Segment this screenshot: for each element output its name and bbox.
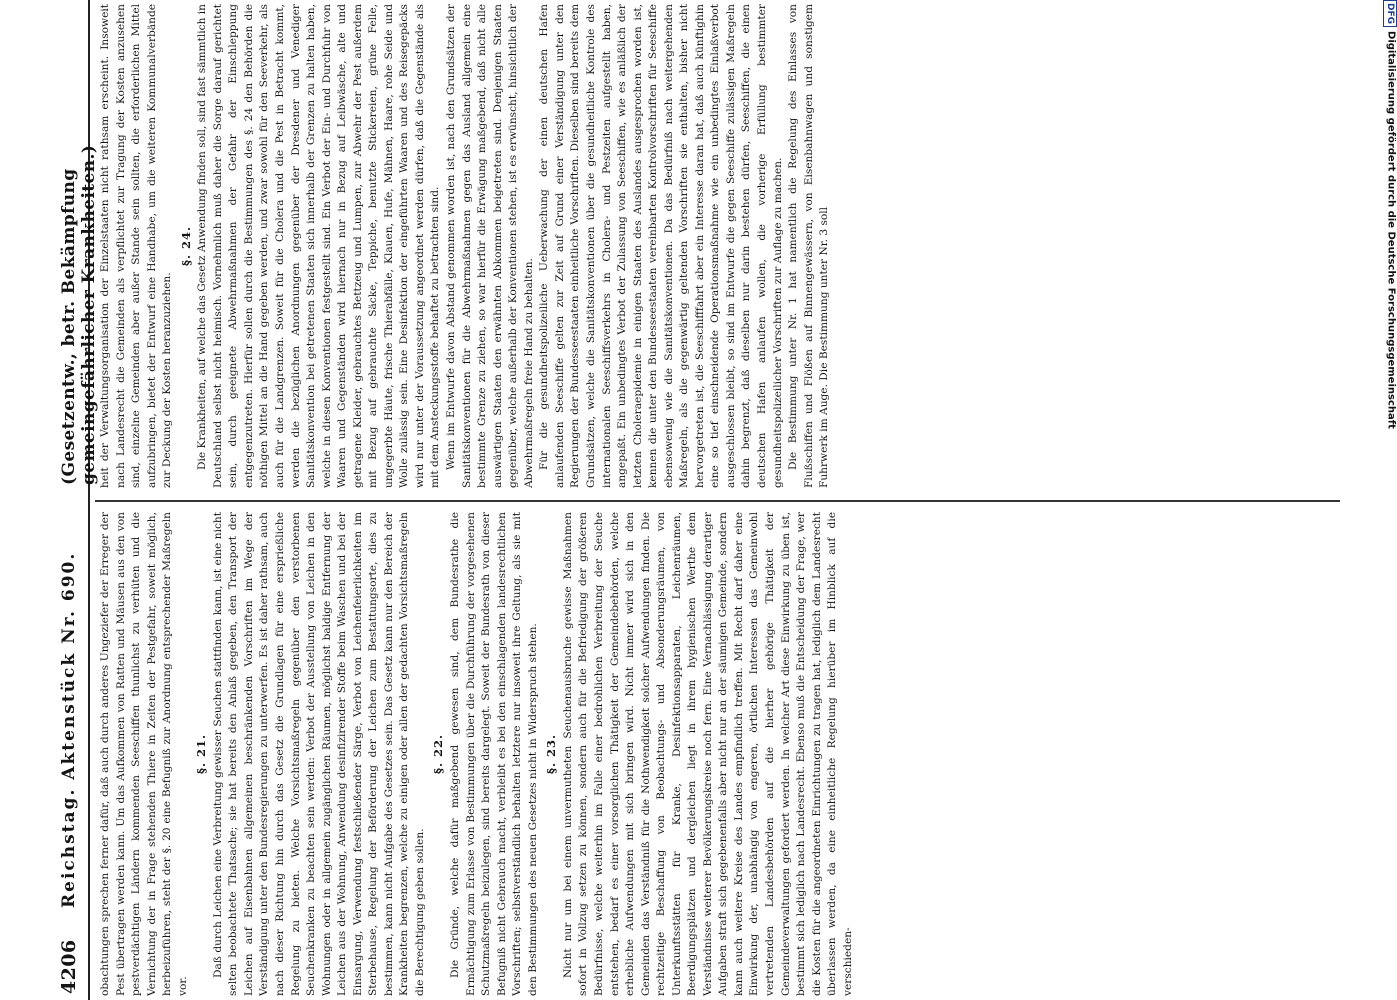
section-heading: §. 21. [194,733,209,775]
funding-note [1377,0,1397,1000]
paragraph: obachtungen sprechen ferner dafür, daß auch durch anderes Ungeziefer der Erreger der Pest übertragen werden kann. Um das Aufkommen von Ratten und Mäusen aus den von pestverdächtigen Ländern kommenden Seeschiffen thunlichst zu verhüten und die Vernichtung der in Frage stehenden Thiere in Zeiten der Pestgefahr, soweit möglich, herbeizuführen, steht der §. 20 eine Befugniß zur Anordnung entsprechender Maßregeln vor. [99,512,189,996]
dfg-logo: DFG [1383,0,1397,27]
paragraph: Die Krankheiten, auf welche das Gesetz Anwendung finden soll, sind fast sämmtlich in Deutschland selbst nicht heimisch. Vornehmlich muß daher die Sorge darauf gerichtet sein, durch geeignete Abwehrmaßnahmen der Gefahr der Einschleppung entgegenzutreten. Hierfür sollen durch die Bestimmungen des §. 24 den Behörden die nöthigen Mittel an die Hand gegeben werden, und zwar sowohl für den Seeverkehr, als auch für die Landgrenzen. Soweit für die Cholera und die Pest in Betracht kommt, werden die bezüglichen Anordnungen gegenüber der Dresdener und Venediger Sanitätskonvention bei getretenen Staaten sich innerhalb der Grenzen zu halten haben, welche in diesen Konventionen festgestellt sind. Ein Verbot der Ein- und Durchfuhr von Waaren und Gegenständen wird hiernach nur in Bezug auf Leibwäsche, alte und getragene Kleider, gebrauchtes Bettzeug und Lumpen, zur Abwehr der Pest außerdem mit Bezug auf gebrauchte Säcke, Teppiche, benutzte Stickereien, grüne Felle, ungegerbte Häute, frische Thierabfälle, Klauen, Hufe, Mähnen, Haare, rohe Seide und Wolle zulässig sein. Eine Desinfektion der eingeführten Waaren und des Reisegepäcks wird nur unter der Voraussetzung angeordnet werden dürfen, daß die Gegenstände als mit dem Ansteckungsstoffe behaftet zu betrachten sind. [196,4,442,488]
header-document-title: Reichstag. Aktenstück Nr. 690. [59,551,79,908]
paragraph: heit der Verwaltungsorganisation der Einzelstaaten nicht rathsam erscheint. Insoweit nach Landesrecht die Gemeinden als verpflichtet zur Tragung der Kosten anzusehen sind, einzelne Gemeinden aber außer Stande sein sollten, die erforderlichen Mittel aufzubringen, bietet der Entwurf eine Handhabe, um die weiteren Kommunalverbände zur Deckung der Kosten heranzuziehen. [99,4,174,488]
paragraph: Die Gründe, welche dafür maßgebend gewesen sind, dem Bundesrathe die Ermächtigung zum Erlasse von Bestimmungen über die Durchführung der vorgesehenen Schutzmaßregeln beizulegen, sind bereits dargelegt. Soweit der Bundesrath von dieser Befugniß nicht Gebrauch macht, verbleibt es bei den einschlagenden landesrechtlichen Vorschriften; selbstverständlich behalten letztere nur insoweit ihre Geltung, als sie mit den Bestimmungen des neuen Gesetzes nicht in Widerspruch stehen. [449,512,539,996]
page-header [58,0,99,1000]
paragraph: Nicht nur um bei einem unvermutheten Seuchenausbruche gewisse Maßnahmen sofort in Vollzug setzen zu können, sondern auch für die Befriedigung der größeren Bedürfnisse, welche weiterhin im Falle einer bedrohlichen Verbreitung der Seuche entstehen, bedarf es einer vorsorglichen Thätigkeit der Gemeindebehörden, welche erhebliche Aufwendungen mit sich bringen wird. Nicht immer wird sich in den Gemeinden das Verständniß für die Nothwendigkeit solcher Aufwendungen finden. Die rechtzeitige Beschaffung von Beobachtungs- und Absonderungsräumen, von Unterkunftsstätten für Kranke, Desinfektionsapparaten, Leichenräumen, Beerdigungsplätzen und dergleichen liegt in ihrem hygienischen Werthe dem Verständnisse weiterer Bevölkerungskreise noch fern. Eine Vernachlässigung derartiger Aufgaben straft sich gegebenenfalls aber nicht nur an der säumigen Gemeinde, sondern kann auch weitere Kreise des Landes empfindlich treffen. Mit Recht darf daher eine Einwirkung der, unabhängig von engeren, örtlichen Interessen das Gemeinwohl vertretenden Landesbehörden auf die hierher gehörige Thätigkeit der Gemeindeverwaltungen gefordert werden. In welcher Art diese Einwirkung zu üben ist, bestimmt sich lediglich nach Landesrecht. Ebenso muß die Entscheidung der Frage, wer die Kosten für die angeordneten Einrichtungen zu tragen hat, lediglich dem Landesrecht überlassen werden, da eine einheitliche Regelung hierüber im Hinblick auf die verschieden- [561,512,854,996]
header-bill-title: (Gesetzentw., betr. Bekämpfung gemeingefährlicher Krankheiten.) [59,144,99,485]
section-heading: §. 23. [544,733,559,775]
funding-note-text: Digitalisierung gefördert durch die Deutsche Forschungsgemeinschaft [1385,31,1397,429]
section-heading: §. 22. [431,733,446,775]
page-number: 4206 [58,939,80,994]
left-text-column [98,512,1333,996]
paragraph: Für die gesundheitspolizeiliche Ueberwachung der einen deutschen Hafen anlaufenden Seeschiffe gelten zur Zeit auf Grund einer Verständigung unter den Regierungen der Bundesseestaaten einheitliche Vorschriften. Dieselben sind bereits dem Grundsätzen, welche die Sanitätskonventionen über die gesundheitliche Kontrole des internationalen Seeschiffsverkehrs in Cholera- und Pestzeiten aufgestellt haben, angepaßt. Ein unbedingtes Verbot der Zulassung von Seeschiffen, wie es anläßlich der letzten Choleraepidemie in einigen Staaten des Auslandes ausgesprochen worden ist, kennen die unter den Bundesseestaaten vereinbarten Kontrolvorschriften für Seeschiffe ebensowenig wie die Sanitätskonventionen. Da das Bedürfniß nach weitergehenden Maßregeln, als die gegenwärtig geltenden Vorschriften sie enthalten, bisher nicht hervorgetreten ist, die Seeschifffahrt aber ein Interesse daran hat, daß auch künftighin eine so tief einschneidende Operationsmaßnahme wie ein unbedingtes Einlaßverbot ausgeschlossen bleibt, so sind im Entwurfe die gegen Seeschiffe zulässigen Maßregeln dahin begrenzt, daß dieselben nur darin bestehen dürfen, Seeschiffen, die einen deutschen Hafen anlaufen wollen, die vorherige Erfüllung bestimmter gesundheitspolizeilicher Vorschriften zur Auflage zu machen. [538,4,784,488]
paragraph: Daß durch Leichen eine Verbreitung gewisser Seuchen stattfinden kann, ist eine nicht selten beobachtete Thatsache; sie hat bereits den Anlaß gegeben, den Transport der Leichen auf Eisenbahnen allgemeinen beschränkenden Vorschriften im Wege der Verständigung unter den Bundesregierungen zu unterwerfen. Es ist daher rathsam, auch nach dieser Richtung hin durch das Gesetz die Grundlagen für eine ersprießliche Regelung zu bieten. Welche Vorsichtsmaßregeln gegenüber den verstorbenen Seuchenkranken zu beachten sein werden: Verbot der Ausstellung von Leichen in den Wohnungen oder in allgemein zugänglichen Räumen, möglichst baldige Entfernung der Leichen aus der Wohnung, Anwendung desinfizirender Stoffe beim Waschen und bei der Einsargung, Verwendung festschließender Särge, Verbot von Leichenfeierlichkeiten im Sterbehause, Regelung der Beförderung der Leichen zum Bestattungsorte, dies zu bestimmen, kann nicht Aufgabe des Gesetzes sein. Das Gesetz kann nur den Bereich der Krankheiten begrenzen, welche zu einigen oder allen der gedachten Vorsichtsmaßregeln die Berechtigung geben sollen. [211,512,426,996]
paragraph: Wenn im Entwurfe davon Abstand genommen worden ist, nach den Grundsätzen der Sanitätskonventionen für die Abwehrmaßnahmen gegen das Ausland allgemein eine bestimmte Grenze zu ziehen, so war hierfür die Erwägung maßgebend, daß nicht alle auswärtigen Staaten den erwähnten Abkommen beigetreten sind. Denjenigen Staaten gegenüber, welche außerhalb der Konventionen stehen, ist es erwünscht, hinsichtlich der Abwehrmaßregeln freie Hand zu behalten. [445,4,535,488]
paragraph: Die Bestimmung unter Nr. 1 hat namentlich die Regelung des Einlasses von Flußschiffen und Flößen auf Binnengewässern, von Eisenbahnwagen und sonstigem Fuhrwerk im Auge. Die Bestimmung unter Nr. 3 soll [787,4,831,488]
right-text-column [98,4,1333,488]
column-divider [95,500,1340,502]
section-heading: §. 24. [178,225,193,267]
